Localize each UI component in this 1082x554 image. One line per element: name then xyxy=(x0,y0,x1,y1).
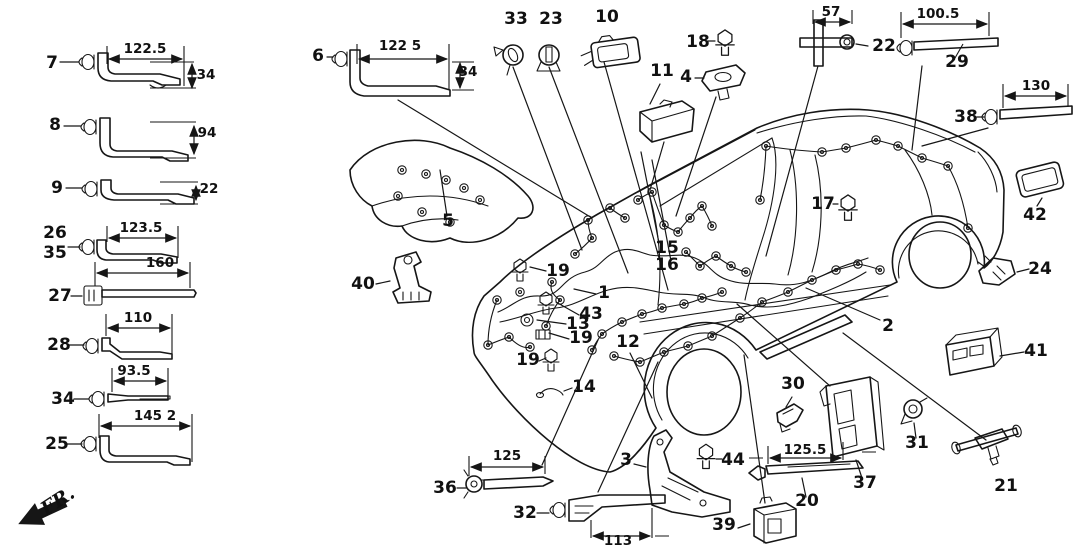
part-39-drawing xyxy=(738,497,796,543)
part-callout-19: 19 xyxy=(569,328,593,348)
part-callout-19: 19 xyxy=(546,261,570,281)
part-41-drawing xyxy=(946,328,1024,375)
part-callout-27: 27 xyxy=(48,286,72,306)
part-10-drawing xyxy=(579,32,641,70)
part-callout-20: 20 xyxy=(795,491,819,511)
part-42-drawing xyxy=(1015,161,1064,206)
part-callout-12: 12 xyxy=(616,332,640,352)
part-callout-22: 22 xyxy=(872,36,896,56)
part-callout-33: 33 xyxy=(504,9,528,29)
part-number-callouts xyxy=(43,7,1052,535)
part-21-drawing xyxy=(843,333,1023,465)
part-callout-36: 36 xyxy=(433,478,457,498)
part-31-drawing xyxy=(901,398,927,438)
dimension-122 5: 122 5 xyxy=(378,38,422,54)
part-9-drawing xyxy=(66,180,198,204)
part-callout-21: 21 xyxy=(994,476,1018,496)
harness-grommets xyxy=(484,136,972,366)
dimension-94: 94 xyxy=(197,125,217,141)
part-callout-31: 31 xyxy=(905,433,929,453)
part-callout-39: 39 xyxy=(712,515,736,535)
part-18-drawing xyxy=(708,30,734,55)
dimension-34: 34 xyxy=(458,64,478,80)
dimension-93.5: 93.5 xyxy=(117,363,151,379)
part-callout-30: 30 xyxy=(781,374,805,394)
part-callout-10: 10 xyxy=(595,7,619,27)
dimension-57: 57 xyxy=(821,4,841,20)
dimension-labels xyxy=(117,4,1050,549)
part-callout-1: 1 xyxy=(598,283,610,303)
fr-label: FR. xyxy=(36,482,79,521)
part-callout-25: 25 xyxy=(45,434,69,454)
part-callout-28: 28 xyxy=(47,335,71,355)
part-callout-8: 8 xyxy=(49,115,61,135)
part-callout-11: 11 xyxy=(650,61,674,81)
part-callout-6: 6 xyxy=(312,46,324,66)
part-callout-2: 2 xyxy=(882,316,894,336)
dimension-125: 125 xyxy=(492,448,522,464)
part-callout-15: 15 xyxy=(655,238,679,258)
part-callout-29: 29 xyxy=(945,52,969,72)
part-callout-37: 37 xyxy=(853,473,877,493)
fr-indicator xyxy=(13,482,79,535)
dimension-130: 130 xyxy=(1021,78,1051,94)
part-callout-41: 41 xyxy=(1024,341,1048,361)
part-4-drawing xyxy=(695,65,745,100)
part-callout-14: 14 xyxy=(572,377,596,397)
dimension-160: 160 xyxy=(145,255,175,271)
part-27-drawing xyxy=(71,262,196,305)
part-40-drawing xyxy=(376,252,431,303)
part-32-drawing xyxy=(537,495,669,538)
part-callout-40: 40 xyxy=(351,274,375,294)
part-callout-26: 26 xyxy=(43,223,67,243)
part-callout-13: 13 xyxy=(566,314,590,334)
dimension-123.5: 123.5 xyxy=(119,220,163,236)
part-callout-23: 23 xyxy=(539,9,563,29)
dimension-100.5: 100.5 xyxy=(916,6,960,22)
part-callout-7: 7 xyxy=(46,53,58,73)
part-44-drawing xyxy=(697,444,722,468)
part-callout-18: 18 xyxy=(686,32,710,52)
part-callout-34: 34 xyxy=(51,389,75,409)
bottom-parts xyxy=(457,195,1029,543)
dimension-34: 34 xyxy=(196,67,216,83)
part-8-drawing xyxy=(64,118,196,161)
part-28-drawing xyxy=(68,314,172,359)
dimension-110: 110 xyxy=(123,310,153,326)
part-callout-4: 4 xyxy=(680,67,692,87)
dimension-125.5: 125.5 xyxy=(783,442,827,458)
part-callout-3: 3 xyxy=(620,450,632,470)
part-30-drawing xyxy=(777,397,803,432)
dimension-145 2: 145 2 xyxy=(133,408,177,424)
part-callout-17: 17 xyxy=(811,194,835,214)
dimension-22: 22 xyxy=(199,181,219,197)
part-callout-42: 42 xyxy=(1023,205,1047,225)
part-callout-24: 24 xyxy=(1028,259,1052,279)
part-callout-19: 19 xyxy=(516,350,540,370)
part-17-drawing xyxy=(833,195,857,220)
part-33-drawing xyxy=(494,45,523,75)
part-callout-9: 9 xyxy=(51,178,63,198)
part-callout-5: 5 xyxy=(442,211,454,231)
part-callout-35: 35 xyxy=(43,243,67,263)
left-column-parts xyxy=(60,46,198,465)
part-callout-44: 44 xyxy=(721,450,745,470)
dimension-122.5: 122.5 xyxy=(123,41,167,57)
dimension-113: 113 xyxy=(603,533,633,549)
part-callout-32: 32 xyxy=(513,503,537,523)
part-24-drawing xyxy=(978,256,1029,285)
part-callout-38: 38 xyxy=(954,107,978,127)
part-11-drawing xyxy=(640,84,694,142)
part-callout-16: 16 xyxy=(655,255,679,275)
part-callout-43: 43 xyxy=(579,304,603,324)
